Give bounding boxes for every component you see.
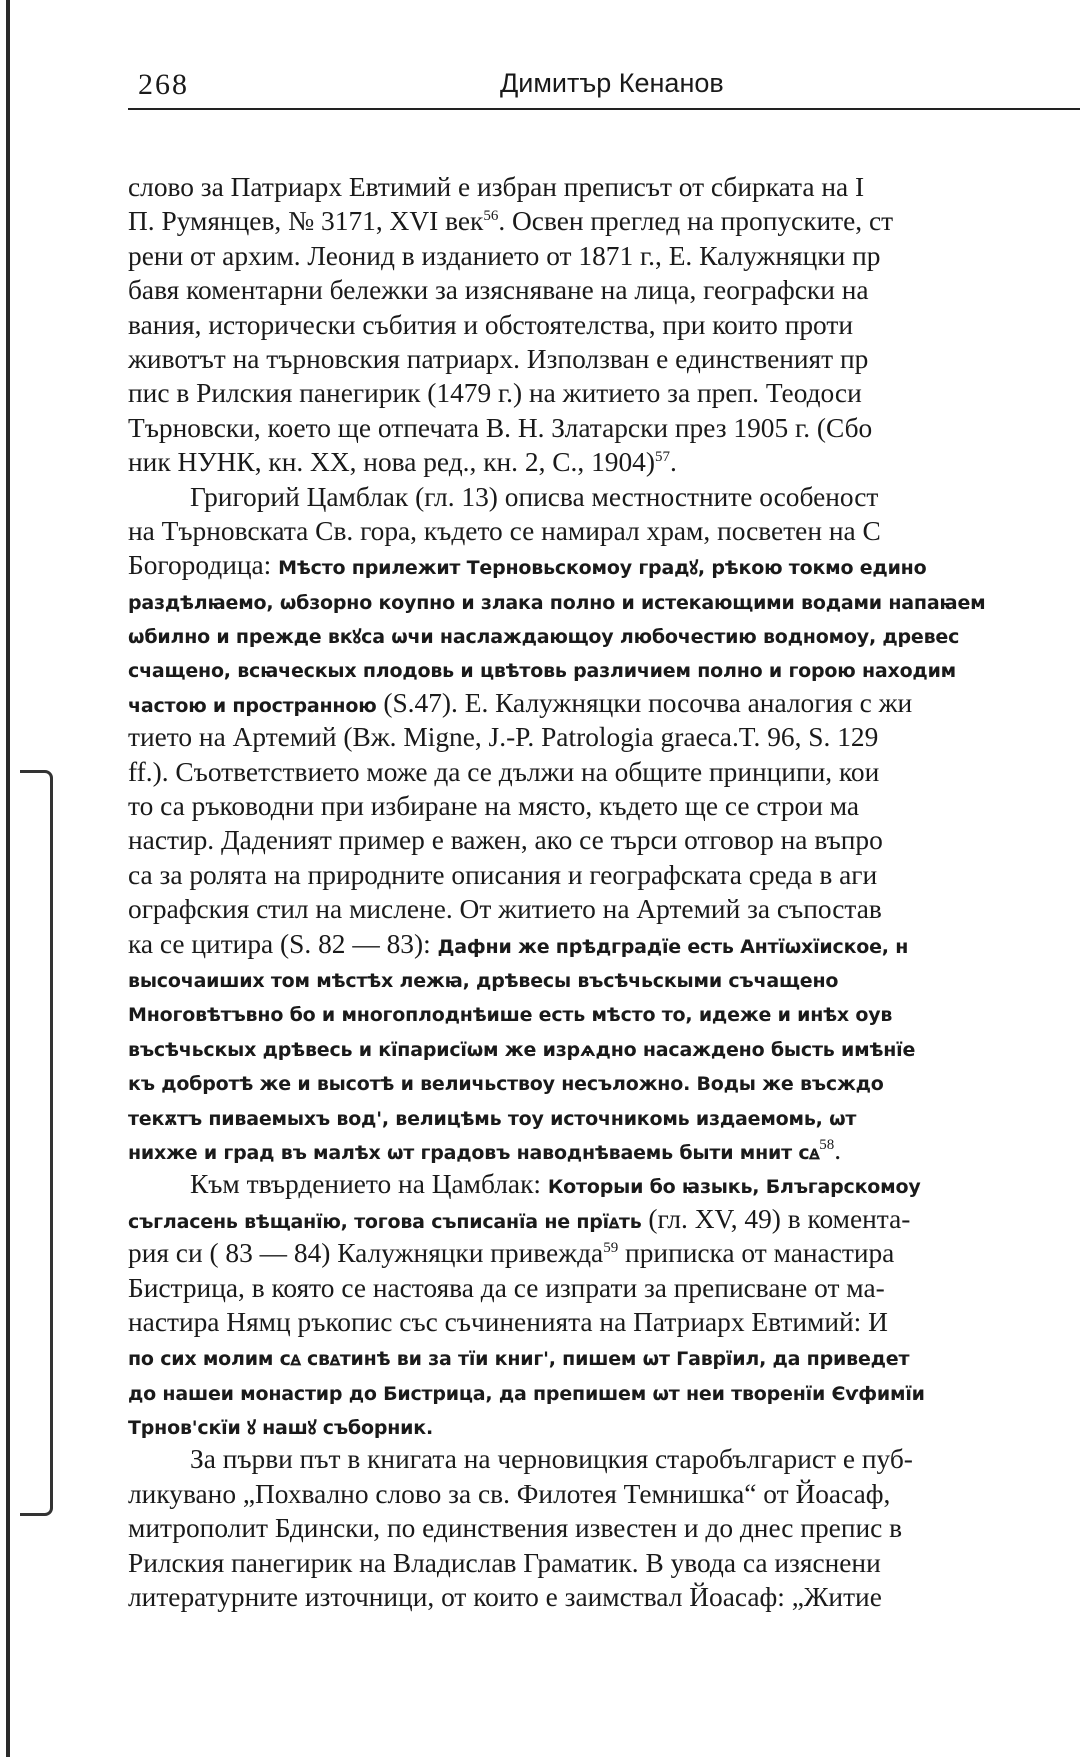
- church-slavonic-quote: ѡбилно и прежде вкꙋса ѡчи наслаждающоу любочестию водномоу, древес: [128, 626, 960, 649]
- text-line: [128, 1511, 1080, 1545]
- line-text: литературните източници, от които е заимствал Йоасаф: „Житие: [128, 1582, 882, 1613]
- text-line: [128, 823, 1080, 857]
- text-line: [128, 1546, 1080, 1580]
- line-text: .: [669, 447, 677, 478]
- line-text: Бистрица, в която се настоява да се изпрати за преписване от ма-: [128, 1272, 885, 1303]
- text-line: [128, 170, 1080, 204]
- text-line: [128, 720, 1080, 754]
- church-slavonic-quote: къ добротѣ же и высотѣ и величьствоу несъложно. Воды же въсждо: [128, 1073, 884, 1096]
- church-slavonic-quote: счащено, всꙗческых плодовь и цвѣтовь различием полно и горою находим: [128, 660, 957, 683]
- line-text: Богородица:: [128, 550, 279, 581]
- line-text: (гл. XV, 49) в комента-: [641, 1203, 911, 1234]
- running-head-author: Димитър Кенанов: [500, 68, 724, 98]
- church-slavonic-quote: частою и пространною: [128, 694, 377, 717]
- line-text: (S.47). Е. Калужняцки посочва аналогия с жи: [376, 687, 913, 718]
- line-text: ка се цитира (S. 82 — 83):: [128, 928, 438, 959]
- text-line: [128, 1339, 1080, 1373]
- text-line: [128, 308, 1080, 342]
- body-text: [128, 170, 1080, 1614]
- line-text: настира Нямц ръкопис със съчиненията на Патриарх Евтимий: И: [128, 1306, 888, 1337]
- line-text: ликувано „Похвално слово за св. Филотея Темнишка“ от Йоасаф,: [128, 1478, 891, 1509]
- line-text: Григорий Цамблак (гл. 13) описва местностните особеност: [190, 481, 879, 512]
- line-text: са за ролята на природните описания и географската среда в аги: [128, 859, 878, 890]
- church-slavonic-quote: текѫтъ пиваемыхъ вод', велицѣмь тоу источникомь издаемомь, ѡт: [128, 1107, 857, 1130]
- text-line: [128, 1236, 1080, 1270]
- text-line: [128, 995, 1080, 1029]
- line-text: вания, исторически събития и обстоятелства, при които проти: [128, 309, 854, 340]
- text-line: [128, 892, 1080, 926]
- text-line: [128, 342, 1080, 376]
- church-slavonic-quote: Многовѣтъвно бо и многоплоднѣише есть мѣсто то, идеже и инѣх оув: [128, 1004, 893, 1027]
- text-line: [128, 480, 1080, 514]
- text-line: [128, 1408, 1080, 1442]
- church-slavonic-quote: до нашеи монастир до Бистрица, да препишем ѡт неи творенїи Єѵфимїи: [128, 1382, 925, 1405]
- text-line: [128, 376, 1080, 410]
- line-text: тието на Артемий (Вж. Migne, J.-P. Patrologia graeca.T. 96, S. 129: [128, 722, 879, 753]
- line-text: .: [834, 1134, 842, 1165]
- text-line: [128, 445, 1080, 479]
- text-line: [128, 204, 1080, 238]
- church-slavonic-quote: раздѣлꙗемо, ѡбзорно коупно и злака полно и истекающими водами напаꙗем: [128, 591, 986, 614]
- page-header: [128, 68, 1080, 108]
- line-text: слово за Патриарх Евтимий е избран преписът от сбирката на I: [128, 172, 865, 202]
- text-line: [128, 1064, 1080, 1098]
- text-line: [128, 617, 1080, 651]
- church-slavonic-quote: Дафни же прѣдградїе есть Антїѡхїиское, н: [437, 935, 909, 958]
- text-line: [128, 1374, 1080, 1408]
- line-text: настир. Даденият пример е важен, ако се търси отговор на въпро: [128, 825, 883, 856]
- page-clip-mark: [20, 770, 53, 1516]
- text-line: [128, 1133, 1080, 1167]
- church-slavonic-quote: по сих молим сꙙ свꙙтинѣ ви за тїи книг', пишем ѡт Гаврїил, да приведет: [128, 1348, 910, 1371]
- church-slavonic-quote: Мѣсто прилежит Терновьскомоу градꙋ, рѣкою токмо едино: [278, 557, 927, 580]
- text-line: [128, 548, 1080, 582]
- text-line: [128, 1305, 1080, 1339]
- line-text: бавя коментарни бележки за изясняване на лица, географски на: [128, 275, 869, 306]
- line-text: митрополит Бдински, по единствения известен и до днес препис в: [128, 1513, 903, 1544]
- footnote-ref: 58: [819, 1136, 835, 1153]
- text-line: [128, 514, 1080, 548]
- line-text: приписка от манастира: [618, 1238, 895, 1269]
- line-text: За първи път в книгата на черновицкия старобългарист е пуб-: [190, 1444, 913, 1475]
- line-text: П. Румянцев, № 3171, XVI век: [128, 206, 484, 237]
- line-text: рени от архим. Леонид в изданието от 1871 г., Е. Калужняцки пр: [128, 240, 881, 271]
- text-line: [128, 755, 1080, 789]
- page-number: 268: [138, 68, 189, 101]
- line-text: ник НУНК, кн. XX, нова ред., кн. 2, С., 1904): [128, 447, 655, 478]
- line-text: ографския стил на мислене. От житието на Артемий за съпостав: [128, 894, 882, 925]
- text-line: [128, 1030, 1080, 1064]
- header-rule: [128, 108, 1080, 110]
- footnote-ref: 59: [603, 1239, 619, 1256]
- text-line: [128, 651, 1080, 685]
- text-line: [128, 583, 1080, 617]
- line-text: Търновски, което ще отпечата В. Н. Златарски през 1905 г. (Сбо: [128, 412, 873, 443]
- text-line: [128, 1271, 1080, 1305]
- text-line: [128, 789, 1080, 823]
- line-text: на Търновската Св. гора, където се намирал храм, посветен на С: [128, 515, 881, 546]
- text-line: [128, 1099, 1080, 1133]
- text-line: [128, 858, 1080, 892]
- church-slavonic-quote: Которыи бо ꙗзыкь, Блъгарскомоу: [547, 1176, 921, 1199]
- church-slavonic-quote: въсѣчьскых дрѣвесь и кїпарисїѡм же изрѧдно насаждено бысть имѣнїе: [128, 1038, 916, 1061]
- line-text: Към твърдението на Цамблак:: [190, 1169, 548, 1200]
- text-line: [128, 1167, 1080, 1201]
- line-text: ff.). Съответствието може да се дължи на общите принципи, кои: [128, 756, 880, 787]
- church-slavonic-quote: нихже и град въ малѣх ѡт градовъ наводнѣваемь быти мнит сꙙ: [128, 1141, 820, 1164]
- text-line: [128, 686, 1080, 720]
- text-line: [128, 411, 1080, 445]
- text-line: [128, 1580, 1080, 1614]
- church-slavonic-quote: высочаиших том мѣстѣх лежꙗ, дрѣвесы въсѣчьскыми съчащено: [128, 969, 839, 992]
- text-line: [128, 273, 1080, 307]
- footnote-ref: 56: [483, 208, 499, 225]
- line-text: то са ръководни при избиране на място, където ще се строи ма: [128, 791, 860, 822]
- text-line: [128, 1477, 1080, 1511]
- church-slavonic-quote: Трнов'скїи ꙋ нашꙋ съборник.: [128, 1417, 433, 1440]
- text-line: [128, 927, 1080, 961]
- church-slavonic-quote: съгласень вѣщанїю, тогова съписанїа не прїꙙть: [128, 1210, 642, 1233]
- text-line: [128, 1442, 1080, 1476]
- footnote-ref: 57: [654, 449, 670, 465]
- text-line: [128, 239, 1080, 273]
- line-text: Рилския панегирик на Владислав Граматик. В увода са изяснени: [128, 1547, 881, 1578]
- line-text: . Освен преглед на пропуските, ст: [498, 206, 894, 237]
- line-text: рия си ( 83 — 84) Калужняцки привежда: [128, 1238, 604, 1269]
- line-text: пис в Рилския панегирик (1479 г.) на житието за преп. Теодоси: [128, 378, 862, 409]
- text-line: [128, 961, 1080, 995]
- book-spine-shadow: [6, 0, 10, 1757]
- text-line: [128, 1202, 1080, 1236]
- line-text: животът на търновския патриарх. Използван е единственият пр: [128, 343, 869, 374]
